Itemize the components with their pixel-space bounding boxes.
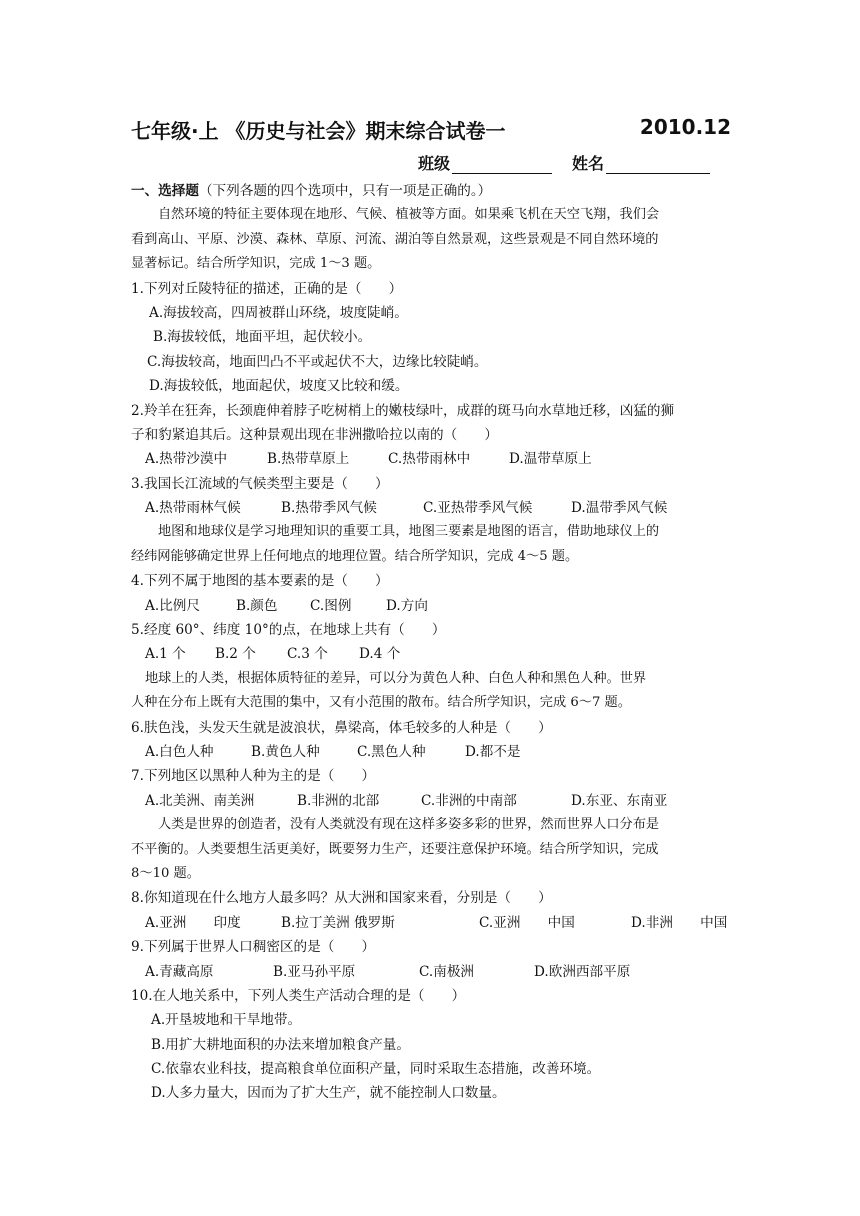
name-label: 姓名 (572, 154, 605, 173)
question-3-options (131, 496, 731, 520)
question-6-options (131, 740, 731, 764)
question-9-option-a: A.青藏高原 (145, 963, 214, 980)
question-5-option-b: B.2 个 (215, 646, 256, 663)
question-8-option-a: A.亚洲 印度 (145, 914, 241, 931)
exam-content (131, 179, 731, 1106)
passage-1-line-1: 自然环境的特征主要体现在地形、气候、植被等方面。如果乘飞机在天空飞翔，我们会 (158, 207, 660, 223)
passage-3-line-2: 人种在分布上既有大范围的集中，又有小范围的散布。结合所学知识，完成 6～7 题。 (131, 695, 631, 711)
passage-3-line-1: 地球上的人类，根据体质特征的差异，可以分为黄色人种、白色人种和黑色人种。世界 (145, 670, 647, 686)
question-1-option-d: D.海拔较低，地面起伏，坡度又比较和缓。 (149, 378, 409, 395)
question-8-option-d: D.非洲 中国 (631, 914, 728, 931)
question-3-option-b: B.热带季风气候 (281, 500, 377, 517)
question-10-option-c: C.依靠农业科技，提高粮食单位面积产量，同时采取生态措施，改善环境。 (151, 1061, 601, 1078)
section-title: 一、选择题 (131, 183, 199, 199)
question-7-option-a: A.北美洲、南美洲 (145, 792, 255, 809)
question-10-option-d: D.人多力量大，因而为了扩大生产，就不能控制人口数量。 (151, 1085, 506, 1102)
question-7-options (131, 789, 731, 813)
question-1-option-b: B.海拔较低，地面平坦，起伏较小。 (153, 329, 372, 346)
class-label: 班级 (418, 154, 451, 173)
question-6-stem: 6.肤色浅，头发天生就是波浪状，鼻梁高，体毛较多的人种是（ ） (131, 719, 552, 736)
exam-title: 七年级·上 《历史与社会》期末综合试卷一 (131, 119, 506, 143)
question-4-options (131, 594, 731, 618)
question-3-option-c: C.亚热带季风气候 (423, 500, 533, 517)
question-10-stem: 10.在人地关系中，下列人类生产活动合理的是（ ） (131, 987, 466, 1004)
question-1-stem: 1.下列对丘陵特征的描述，正确的是（ ） (131, 280, 403, 297)
question-2-option-c: C.热带雨林中 (388, 451, 471, 468)
question-4-option-a: A.比例尺 (145, 597, 200, 614)
exam-date: 2010.12 (639, 115, 731, 139)
class-blank[interactable] (452, 156, 552, 174)
question-3-stem: 3.我国长江流域的气候类型主要是（ ） (131, 475, 389, 492)
question-4-option-d: D.方向 (386, 597, 428, 614)
question-2-option-d: D.温带草原上 (509, 451, 592, 468)
question-7-option-d: D.东亚、东南亚 (571, 792, 668, 809)
question-5-options (131, 642, 731, 666)
question-5-stem: 5.经度 60°、纬度 10°的点，在地球上共有（ ） (131, 622, 446, 639)
question-8-option-c: C.亚洲 中国 (479, 914, 575, 931)
question-8-stem: 8.你知道现在什么地方人最多吗？从大洲和国家来看，分别是（ ） (131, 890, 552, 907)
question-8-option-b: B.拉丁美洲 俄罗斯 (281, 914, 395, 931)
question-2-stem-line-2: 子和豹紧追其后。这种景观出现在非洲撒哈拉以南的（ ） (131, 426, 499, 443)
name-blank[interactable] (606, 156, 710, 174)
passage-2-line-1: 地图和地球仪是学习地理知识的重要工具，地图三要素是地图的语言，借助地球仪上的 (158, 524, 660, 540)
passage-1-line-2: 看到高山、平原、沙漠、森林、草原、河流、湖泊等自然景观，这些景观是不同自然环境的 (131, 231, 659, 247)
title-row (131, 115, 731, 145)
question-6-option-d: D.都不是 (465, 743, 521, 760)
passage-4-line-1: 人类是世界的创造者，没有人类就没有现在这样多姿多彩的世界，然而世界人口分布是 (158, 817, 660, 833)
question-7-option-c: C.非洲的中南部 (421, 792, 517, 809)
section-instruction: （下列各题的四个选项中，只有一项是正确的。） (198, 183, 492, 199)
passage-4-line-2: 不平衡的。人类要想生活更美好，既要努力生产，还要注意保护环境。结合所学知识，完成 (131, 841, 659, 857)
question-9-options (131, 960, 731, 984)
question-8-options (131, 911, 731, 935)
passage-4-line-3: 8～10 题。 (131, 865, 200, 881)
question-9-option-c: C.南极洲 (419, 963, 475, 980)
section-heading (131, 179, 731, 203)
question-6-option-a: A.白色人种 (145, 743, 214, 760)
passage-1-line-3: 显著标记。结合所学知识，完成 1～3 题。 (131, 256, 381, 272)
question-5-option-a: A.1 个 (145, 646, 186, 663)
question-10-option-a: A.开垦坡地和干旱地带。 (151, 1012, 302, 1029)
student-info-row (418, 150, 710, 174)
passage-2-line-2: 经纬网能够确定世界上任何地点的地理位置。结合所学知识，完成 4～5 题。 (131, 548, 579, 564)
question-5-option-c: C.3 个 (287, 646, 328, 663)
question-7-option-b: B.非洲的北部 (297, 792, 380, 809)
question-9-option-d: D.欧洲西部平原 (534, 963, 631, 980)
question-5-option-d: D.4 个 (359, 646, 401, 663)
question-6-option-c: C.黑色人种 (357, 743, 426, 760)
question-9-option-b: B.亚马孙平原 (273, 963, 356, 980)
question-2-option-a: A.热带沙漠中 (145, 451, 228, 468)
question-3-option-d: D.温带季风气候 (571, 500, 668, 517)
question-4-option-b: B.颜色 (236, 597, 278, 614)
question-2-stem-line-1: 2.羚羊在狂奔，长颈鹿伸着脖子吃树梢上的嫩枝绿叶，成群的斑马向水草地迁移，凶猛的狮 (131, 402, 675, 419)
question-4-option-c: C.图例 (310, 597, 352, 614)
question-4-stem: 4.下列不属于地图的基本要素的是（ ） (131, 573, 389, 590)
question-2-options (131, 447, 731, 471)
question-1-option-a: A.海拔较高，四周被群山环绕，坡度陡峭。 (149, 304, 408, 321)
question-9-stem: 9.下列属于世界人口稠密区的是（ ） (131, 939, 376, 956)
question-6-option-b: B.黄色人种 (251, 743, 320, 760)
question-3-option-a: A.热带雨林气候 (145, 500, 241, 517)
question-1-option-c: C.海拔较高，地面凹凸不平或起伏不大，边缘比较陡峭。 (147, 353, 488, 370)
question-2-option-b: B.热带草原上 (267, 451, 350, 468)
question-7-stem: 7.下列地区以黑种人种为主的是（ ） (131, 768, 376, 785)
question-10-option-b: B.用扩大耕地面积的办法来增加粮食产量。 (151, 1036, 410, 1053)
